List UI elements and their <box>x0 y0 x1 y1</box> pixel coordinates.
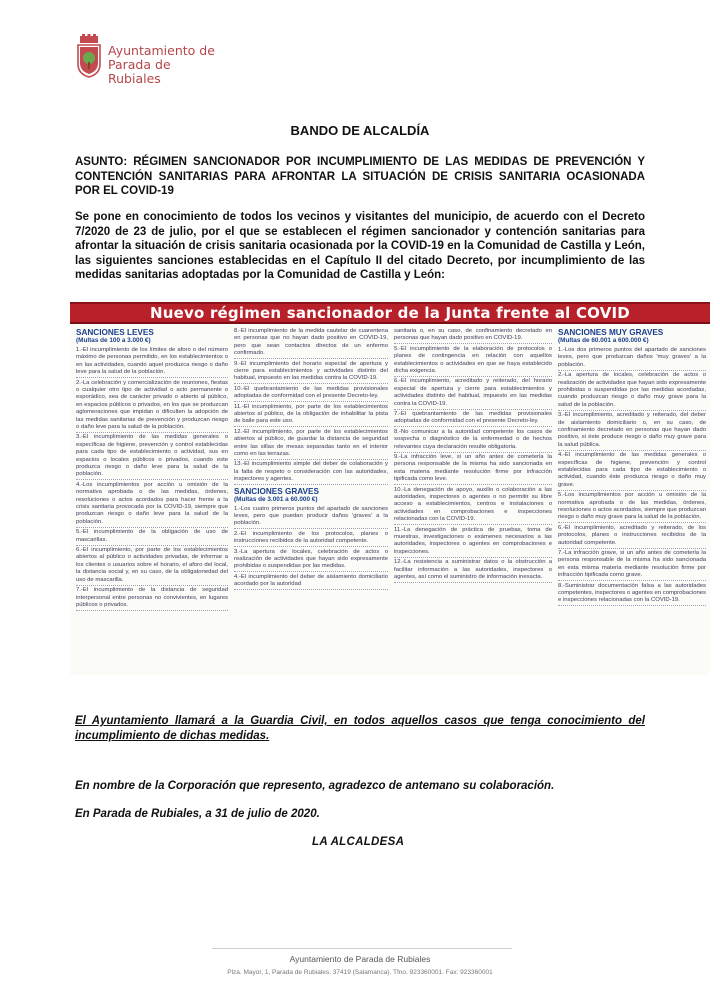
leves-item: 3.-El incumplimiento de las medidas generales o específicas de higiene, prevención y control establecidas para cada tipo de establecimiento o actividad, sus en espacios o locales públicos o privados, cuando este produzca riesgo o daño leve para la salud de la población. <box>76 434 228 480</box>
leves-item: 12.-El incumplimiento, por parte de los establecimientos abiertos al público, de guardar la distancia de seguridad entre las sillas de mesas separadas tanto en el interior como en las terrazas. <box>234 429 388 460</box>
graves-item: 2.-El incumplimiento de los protocolos, planes o instrucciones recibidos de la autoridad competente. <box>234 531 388 547</box>
subject-paragraph: ASUNTO: RÉGIMEN SANCIONADOR POR INCUMPLIMIENTO DE LAS MEDIDAS DE PREVENCIÓN Y CONTENCIÓN SANITARIAS PARA AFRONTAR LA SITUACIÓN DE CRISIS SANITARIA OCASIONADA POR EL COVID-19 <box>75 156 645 197</box>
graves-heading: SANCIONES GRAVES <box>234 486 319 496</box>
graves-item: 7.-El quebrantamiento de las medidas provisionales adoptadas de conformidad con el presente Decreto-ley. <box>394 411 552 427</box>
muy-graves-heading: SANCIONES MUY GRAVES <box>558 328 664 337</box>
logo-text-line1: Ayuntamiento de <box>108 43 215 58</box>
leves-heading: SANCIONES LEVES <box>76 328 154 337</box>
graves-item: 8.-No comunicar a la autoridad competente los casos de sospecha o diagnóstico de la enfermedad o de hechos relevantes cuya declaración resulte obligatoria. <box>394 429 552 453</box>
logo-text-line2: Parada de Rubiales <box>108 57 171 86</box>
muy-graves-item: 7.-La infracción grave, si un año antes de cometerla la persona responsable de la misma ha sido sancionada en esta misma materia mediante resolución firme por infracción tipificada como grave. <box>558 550 706 581</box>
leves-range: (Multas de 100 a 3.000 €) <box>76 337 151 344</box>
sanctions-infographic <box>70 300 710 675</box>
leves-item: 8.-El incumplimiento de la medida cautelar de cuarentena en personas que no hayan dado positivo en COVID-19, pero que sean contactos directos de un enfermo confirmado. <box>234 328 388 359</box>
graves-item: 5.-El incumplimiento de la elaboración de protocolos o planes de contingencia en relación con aquellos establecimientos o actividades en que se haya establecido dicha exigencia. <box>394 346 552 377</box>
footer-address: Plza. Mayor, 1, Parada de Rubiales. 37419 (Salamanca). Tfno. 923360001. Fax: 923360001 <box>227 969 493 976</box>
graves-item: sanitaria o, en su caso, de confinamiento decretado en personas que hayan dado positivo en COVID-19. <box>394 328 552 344</box>
place-date: En Parada de Rubiales, a 31 de julio de 2020. <box>75 808 320 820</box>
muy-graves-item: 3.-El incumplimiento, acreditado y reiterado, del deber de aislamiento domiciliario o, en su caso, de confinamiento decretado en personas que hayan dado positivo, si éste produce riesgo o daño muy grave para la salud pública. <box>558 412 706 451</box>
column-muy-graves <box>558 328 706 608</box>
muy-graves-item: 8.-Suministrar documentación falsa a las autoridades competentes, inspectores o agentes en comprobaciones e inspecciones relacionadas con la COVID-19. <box>558 583 706 607</box>
guardia-civil-notice: El Ayuntamiento llamará a la Guardia Civil, en todos aquellos casos que tenga conocimiento del incumplimiento de dichas medidas. <box>75 715 645 742</box>
leves-item: 4.-Los incumplimientos por acción u omisión de la normativa aprobada o de las medidas, órdenes, resoluciones o actos acordados para hacer frente a la crisis sanitaria provocada por la COVID-19, siempre que produzcan riesgo o daño leve para la salud de la población. <box>76 482 228 528</box>
muy-graves-item: 2.-La apertura de locales, celebración de actos o realización de actividades que hayan sido expresamente prohibidas o suspendidas por las medidas acordadas, cuando produzcan riesgo o daño muy grave para la salud de la población. <box>558 372 706 411</box>
infographic-banner: Nuevo régimen sancionador de la Junta frente al COVID <box>70 302 710 324</box>
signature: LA ALCALDESA <box>312 836 405 848</box>
leves-item: 5.-El incumplimiento de la obligación de uso de mascarillas. <box>76 529 228 545</box>
muy-graves-item: 4.-El incumplimiento de las medidas generales o específicas de higiene, prevención y control establecidas para cada tipo de establecimiento o actividad, cuando éste produzca riesgo o daño muy grave. <box>558 452 706 491</box>
muy-graves-range: (Multas de 60.001 a 600.000 €) <box>558 337 649 344</box>
coat-of-arms-icon <box>76 34 102 78</box>
leves-item: 1.-El incumplimiento de los límites de aforo o del número máximo de personas permitido, en los establecimientos o en las actividades, cuando aquel produzca riesgo o daño leve para la salud de la población. <box>76 347 228 378</box>
column-graves-continued <box>394 328 552 584</box>
graves-item: 10.-La denegación de apoyo, auxilio o colaboración a las autoridades, inspectores o agentes o no permitir su libre acceso a establecimientos, centros e instalaciones o actividades en comprobaciones e inspecciones relacionadas con la COVID-19. <box>394 487 552 526</box>
graves-item: 6.-El incumplimiento, acreditado y reiterado, del horario especial de apertura y cierre para establecimientos y actividades distinto del habitual, impuesto en las medidas contra la COVID-19. <box>394 378 552 409</box>
footer-org-name: Ayuntamiento de Parada de Rubiales <box>289 954 431 964</box>
muy-graves-item: 1.-Los dos primeros puntos del apartado de sanciones leves, pero que produzcan daños 'muy graves' a la población. <box>558 347 706 371</box>
muy-graves-item: 5.-Los incumplimientos por acción u omisión de la normativa aprobada o de las medidas, órdenes, resoluciones o actos acordados, siempre que produzcan riesgo o daño muy grave para la salud de la población. <box>558 492 706 523</box>
leves-item: 10.-El quebrantamiento de las medidas provisionales adoptadas de conformidad con el presente Decreto-ley. <box>234 386 388 402</box>
intro-paragraph: Se pone en conocimiento de todos los vecinos y visitantes del municipio, de acuerdo con el Decreto 7/2020 de 23 de julio, por el que se establecen el régimen sancionador y contención sanitarias para afrontar la situación de crisis sanitaria ocasionada por la COVID-19 en la Comunidad de Castilla y León, las siguientes sanciones establecidas en el Capítulo II del citado Decreto, por incumplimiento de las medidas sanitarias adoptadas por la Comunidad de Castilla y León: <box>75 211 645 281</box>
document-title: BANDO DE ALCALDÍA <box>290 123 430 138</box>
municipal-logo <box>76 34 226 86</box>
leves-item: 2.-La celebración y comercialización de reuniones, fiestas o cualquier otro tipo de actividad o acto permanente o esporádico, sea de carácter privado o abierto al público, en espacios públicos o privados, en los que se produzcan aglomeraciones que impidan o dificulten la adopción de las medidas sanitarias de prevención y produzcan riesgo o daño leve para la salud de la población. <box>76 380 228 433</box>
leves-item: 7.-El incumplimiento de la distancia de seguridad interpersonal entre personas no convivientes, en lugares públicos o privados. <box>76 587 228 611</box>
leves-item: 13.-El incumplimiento simple del deber de colaboración y la falta de respeto o consideración con las autoridades, inspectores y agentes. <box>234 461 388 485</box>
graves-item: 3.-La apertura de locales, celebración de actos o realización de actividades que hayan sido expresamente prohibidas o suspendidas por las medidas. <box>234 549 388 573</box>
leves-item: 11.-El incumplimiento, por parte de los establecimientos abiertos al público, de la obligación de inhabilitar la pista de baile para este uso. <box>234 404 388 428</box>
graves-item: 9.-La infracción leve, si un año antes de cometerla la persona responsable de la misma ha sido sancionada en esta materia mediante resolución firme por infracción tipificada como leve. <box>394 454 552 485</box>
leves-item: 6.-El incumplimiento, por parte de los establecimientos abiertos al público o actividades privadas, de informar a los clientes o usuarios sobre el horario, el aforo del local, la distancia social y, en su caso, de la obligatoriedad del uso de mascarilla. <box>76 547 228 586</box>
graves-item: 11.-La denegación de práctica de pruebas, toma de muestras, investigaciones o exámenes necesarios a las autoridades, inspectores o agentes en comprobaciones e inspecciones. <box>394 527 552 558</box>
footer-divider <box>212 948 512 949</box>
column-leves-continued <box>234 328 388 592</box>
leves-item: 9.-El incumplimiento del horario especial de apertura y cierre para establecimientos y actividades distinto del habitual, impuesto en las medidas contra la COVID-19. <box>234 361 388 385</box>
muy-graves-item: 6.-El incumplimiento, acreditado y reiterado, de los protocolos, planes o instrucciones recibidos de la autoridad competente. <box>558 525 706 549</box>
graves-item: 4.-El incumplimiento del deber de aislamiento domiciliario acordado por la autoridad <box>234 574 388 590</box>
graves-item: 12.-La resistencia a suministrar datos o la obstrucción a facilitar información a las autoridades, inspectores o agentes, así como el suministro de información inexacta. <box>394 559 552 583</box>
column-leves <box>76 328 228 612</box>
graves-item: 1.-Los cuatro primeros puntos del apartado de sanciones leves, pero que puedan producir daños 'graves' a la población. <box>234 506 388 530</box>
closing-sentence: En nombre de la Corporación que represento, agradezco de antemano su colaboración. <box>75 780 555 792</box>
graves-range: (Multas de 3.001 a 60.000 €) <box>234 495 318 503</box>
